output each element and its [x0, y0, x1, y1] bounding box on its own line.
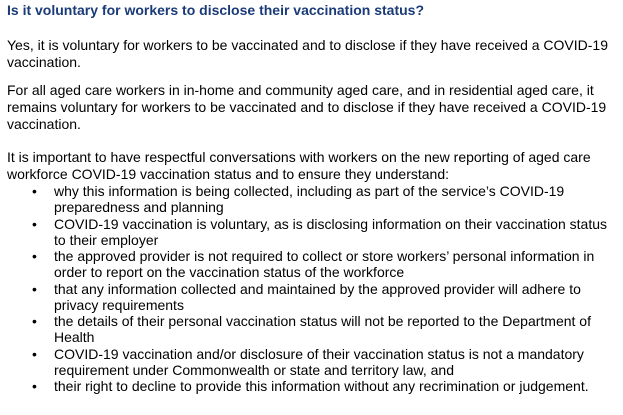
bullet-item-not-required — [0, 248, 620, 280]
bullet-text: COVID-19 vaccination is voluntary, as is disclosing information on their vaccination status to their employer — [54, 215, 607, 248]
bullet-item-voluntary — [0, 216, 620, 248]
paragraph-voluntary: Yes, it is voluntary for workers to be vaccinated and to disclose if they have received a COVID-19 vaccination. — [7, 37, 609, 70]
paragraph-respectful-conversations: It is important to have respectful conversations with workers on the new reporting of aged care workforce COVID-19 vaccination status and to ensure they understand: — [7, 149, 591, 182]
bullet-item-privacy — [0, 281, 620, 313]
section-heading: Is it voluntary for workers to disclose their vaccination status? — [7, 2, 424, 18]
bullet-text: why this information is being collected, including as part of the service’s COVID-19 preparedness and planning — [54, 183, 565, 215]
bullet-icon: • — [32, 215, 37, 232]
paragraph-aged-care-workers: For all aged care workers in in-home and community aged care, and in residential aged care, it remains voluntary for workers to be vaccinated and to disclose if they have received a COVID-19 vaccination. — [7, 82, 607, 132]
bullet-icon: • — [32, 183, 37, 199]
bullet-item-why-collected — [0, 183, 620, 215]
bullet-item-not-reported — [0, 313, 620, 345]
bullet-text: their right to decline to provide this information without any recrimination or judgement. — [54, 378, 589, 394]
bullet-icon: • — [32, 280, 37, 297]
bullet-icon: • — [32, 248, 37, 264]
bullet-item-right-to-decline — [0, 378, 620, 394]
bullet-text: the details of their personal vaccination status will not be reported to the Department of Health — [54, 313, 591, 345]
bullet-icon: • — [32, 313, 37, 329]
bullet-icon: • — [32, 345, 37, 362]
bullet-list — [0, 183, 623, 395]
bullet-icon: • — [32, 378, 37, 394]
bullet-text: that any information collected and maintained by the approved provider will adhere to privacy requirements — [54, 280, 581, 313]
bullet-text: COVID-19 vaccination and/or disclosure of their vaccination status is not a mandatory requirement under Commonwealth or state and territory law, and — [54, 345, 584, 378]
bullet-text: the approved provider is not required to collect or store workers’ personal information in order to report on the vaccination status of the workforce — [54, 248, 595, 280]
bullet-item-not-mandatory — [0, 346, 620, 378]
